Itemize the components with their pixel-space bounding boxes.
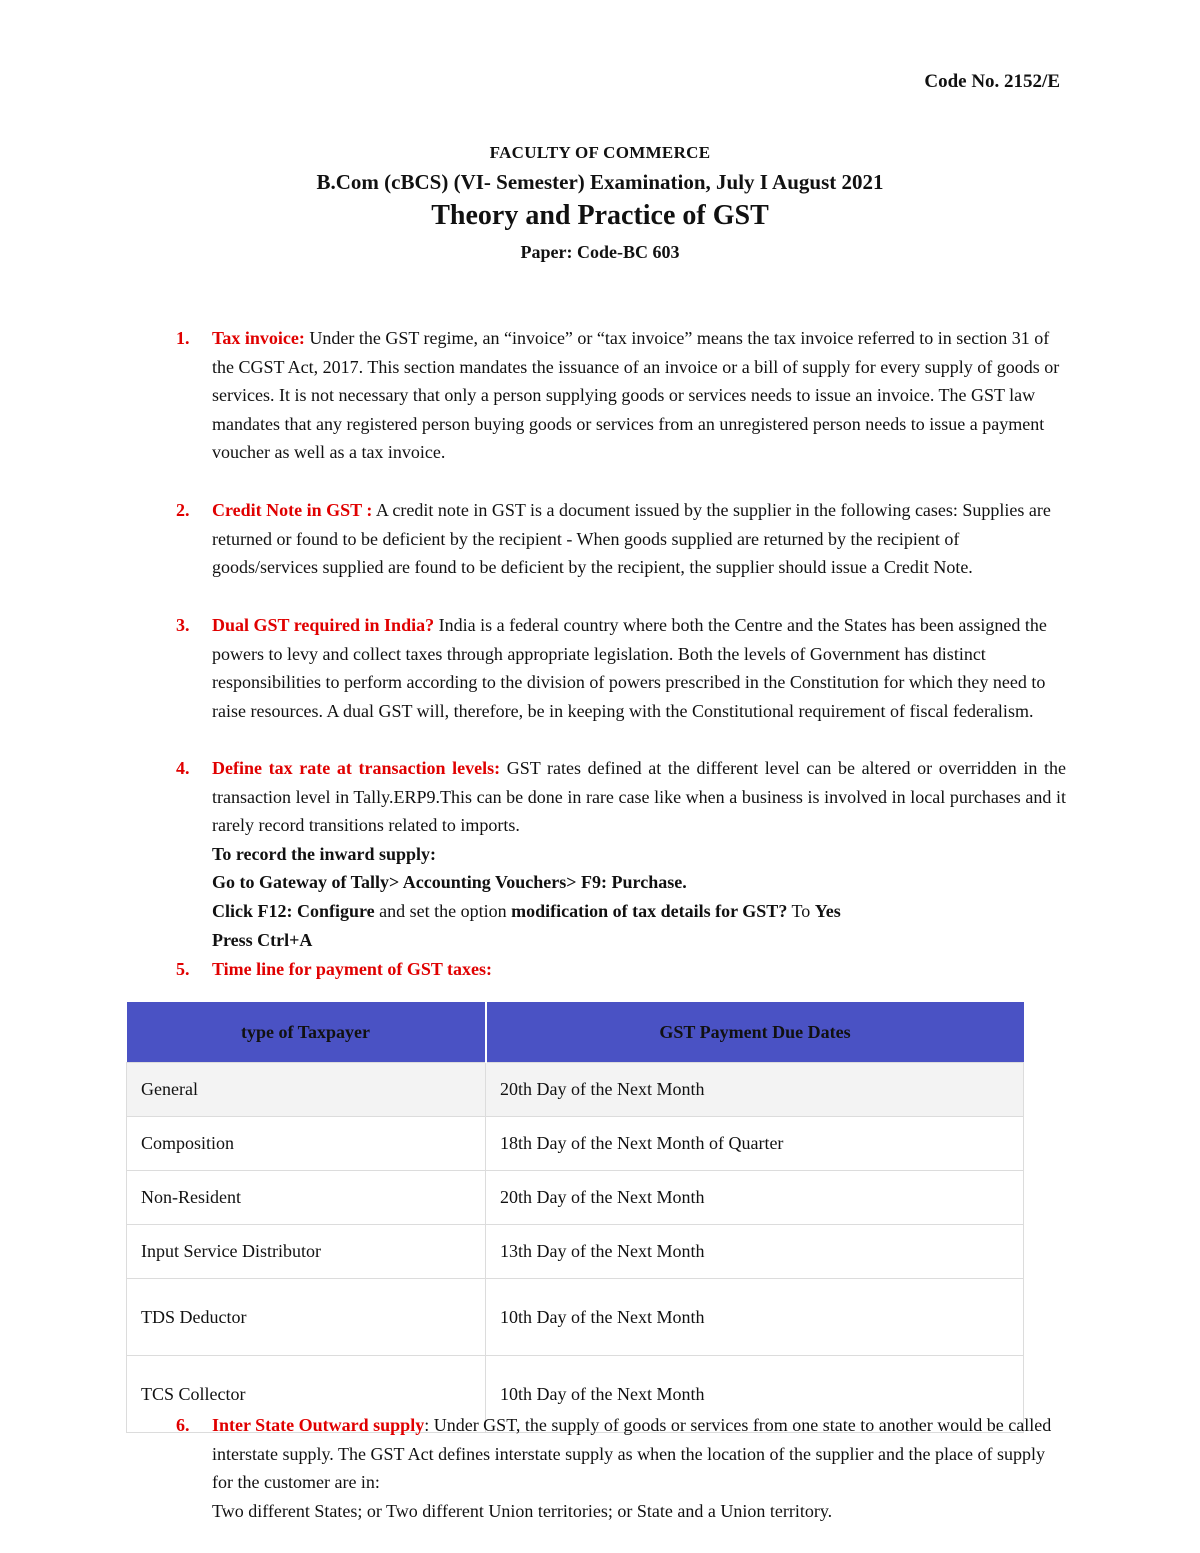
question-2 — [176, 496, 1066, 582]
question-number: 1. — [176, 328, 190, 348]
table-cell: 20th Day of the Next Month — [486, 1171, 1024, 1225]
question-text: GST rates defined at the different level can be altered or overridden in the transaction level in Tally.ERP9.This can be done in rare case like when a business is involved in local purchases and it rarely record transitions related to imports. — [212, 758, 1067, 836]
question-heading: Inter State Outward supply — [212, 1415, 425, 1435]
question-4 — [176, 754, 1066, 954]
question-text: : Under GST, the supply of goods or services from one state to another would be called interstate supply. The GST Act defines interstate supply as when the location of the supplier and the place of supply for the customer are in: — [212, 1415, 1052, 1493]
table-cell: Input Service Distributor — [127, 1225, 486, 1279]
question-number: 2. — [176, 500, 190, 520]
table-row — [127, 1279, 1024, 1356]
table-cell: 13th Day of the Next Month — [486, 1225, 1024, 1279]
question-6 — [176, 1411, 1066, 1525]
page-title: Theory and Practice of GST — [431, 200, 769, 231]
paper-code: Paper: Code-BC 603 — [520, 242, 680, 262]
table-cell: 10th Day of the Next Month — [486, 1279, 1024, 1356]
table-cell: TCS Collector — [127, 1356, 486, 1433]
instruction-line: Click F12: Configure and set the option modification of tax details for GST? To Yes — [212, 900, 841, 921]
code-number: Code No. 2152/E — [924, 71, 1060, 92]
question-text: India is a federal country where both the Centre and the States has been assigned the powers to levy and collect taxes through appropriate legislation. Both the levels of Government has distinct responsibilities to perform according to the division of powers prescribed in the Constitution for which they need to raise resources. A dual GST will, therefore, be in keeping with the Constitutional requirement of fiscal federalism. — [212, 615, 1047, 721]
table-row — [127, 1171, 1024, 1225]
table-cell: TDS Deductor — [127, 1279, 486, 1356]
question-heading: Tax invoice: — [212, 328, 305, 348]
question-text: Under the GST regime, an “invoice” or “tax invoice” means the tax invoice referred to in section 31 of the CGST Act, 2017. This section mandates the issuance of an invoice or a bill of supply for every supply of goods or services. It is not necessary that only a person supplying goods or services needs to issue an invoice. The GST law mandates that any registered person buying goods or services from an unregistered person needs to issue a payment voucher as well as a tax invoice. — [212, 328, 1060, 463]
question-heading: Define tax rate at transaction levels: — [212, 758, 501, 778]
column-header: GST Payment Due Dates — [486, 1002, 1024, 1063]
question-heading: Dual GST required in India? — [212, 615, 435, 635]
table-cell: 20th Day of the Next Month — [486, 1063, 1024, 1117]
table-cell: General — [127, 1063, 486, 1117]
question-number: 6. — [176, 1415, 190, 1435]
question-number: 4. — [176, 758, 190, 778]
question-heading: Time line for payment of GST taxes: — [212, 959, 492, 979]
table-cell: Composition — [127, 1117, 486, 1171]
faculty-heading: FACULTY OF COMMERCE — [489, 143, 711, 162]
instruction-line: Two different States; or Two different Union territories; or State and a Union territory. — [212, 1500, 833, 1521]
table-row — [127, 1225, 1024, 1279]
table-row — [127, 1117, 1024, 1171]
instruction-line: To record the inward supply: — [212, 843, 437, 864]
table-cell: 18th Day of the Next Month of Quarter — [486, 1117, 1024, 1171]
table-cell: Non-Resident — [127, 1171, 486, 1225]
question-1 — [176, 324, 1066, 467]
instruction-line: Press Ctrl+A — [212, 929, 313, 950]
question-number: 3. — [176, 615, 190, 635]
table-row — [127, 1063, 1024, 1117]
question-3 — [176, 611, 1066, 725]
gst-due-dates-table — [126, 1002, 1024, 1433]
column-header: type of Taxpayer — [127, 1002, 486, 1063]
question-5 — [176, 955, 1066, 984]
instruction-line: Go to Gateway of Tally> Accounting Vouchers> F9: Purchase. — [212, 872, 687, 893]
table-cell: 10th Day of the Next Month — [486, 1356, 1024, 1433]
question-text: A credit note in GST is a document issued by the supplier in the following cases: Supplies are returned or found to be deficient by the recipient - When goods supplied are returned by the recipient of goods/services supplied are found to be deficient by the recipient, the supplier should issue a Credit Note. — [212, 500, 1051, 578]
table-header-row — [127, 1002, 1024, 1063]
question-heading: Credit Note in GST : — [212, 500, 373, 520]
question-number: 5. — [176, 959, 190, 979]
exam-heading: B.Com (cBCS) (VI- Semester) Examination, July I August 2021 — [316, 170, 884, 194]
